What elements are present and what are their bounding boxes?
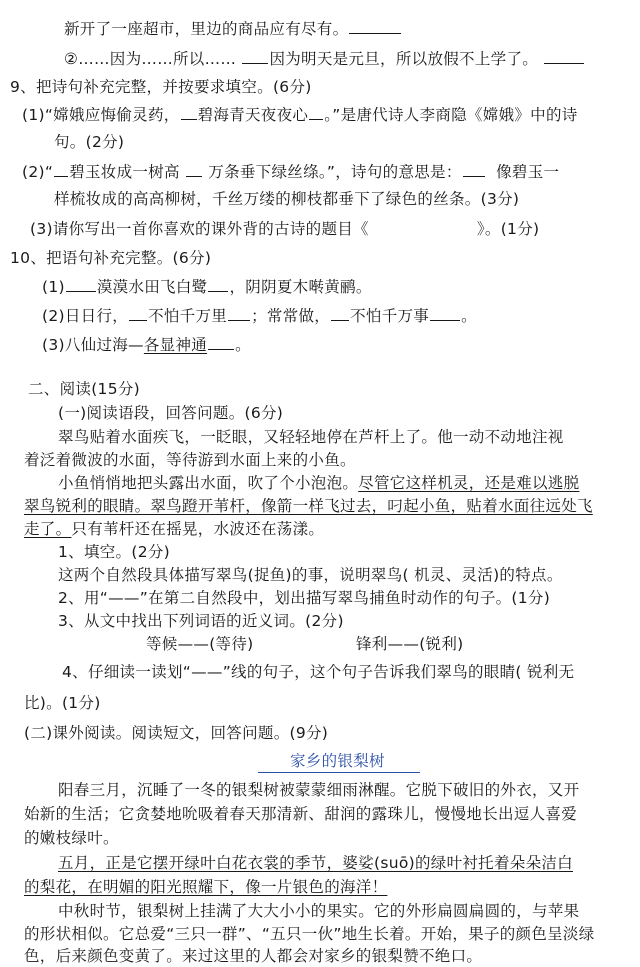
- passage-line: 着泛着微波的水面，等待游到水面上来的小鱼。: [24, 451, 356, 469]
- answer-blank[interactable]: [66, 277, 96, 292]
- answer-blank[interactable]: [544, 49, 584, 64]
- question-heading: 10、把语句补充完整。(6分): [10, 249, 212, 267]
- fill-line: (2)日日行， 不怕千万里 ；常常做， 不怕千万事 。: [42, 307, 477, 325]
- underlined-sentence: 走了。: [24, 520, 72, 538]
- question-line: 1、填空。(2分): [58, 543, 171, 561]
- passage-line: 阳春三月，沉睡了一冬的银梨树被蒙蒙细雨淋醒。它脱下破旧的外衣，又开: [58, 781, 580, 799]
- answer-blank[interactable]: [129, 306, 147, 321]
- filled-answer: 漠漠水田飞白鹭: [96, 278, 208, 296]
- passage-line: 的嫩枝绿叶。: [24, 829, 119, 847]
- fill-line: (1) 漠漠水田飞白鹭 ，阴阴夏木啭黄鹂。: [42, 278, 372, 296]
- filled-answer: 不怕千万事: [350, 307, 430, 325]
- filled-answer: 各显神通: [143, 336, 208, 354]
- section-heading: (二)课外阅读。阅读短文，回答问题。(9分): [24, 724, 329, 742]
- passage-line: 始新的生活；它贪婪地吮吸着春天那清新、甜润的露珠儿，慢慢地长出逗人喜爱: [24, 805, 578, 823]
- answer-blank[interactable]: [430, 306, 460, 321]
- synonym-answer: 锋利——(锐利): [356, 635, 464, 653]
- subsection-heading: (一)阅读语段，回答问题。(6分): [58, 404, 284, 422]
- underlined-sentence: 尽管它这样机灵，还是难以逃脱: [358, 474, 580, 492]
- section-heading: 二、阅读(15分): [28, 380, 141, 398]
- underlined-sentence: 翠鸟锐利的眼睛。翠鸟蹬开苇杆，像箭一样飞过去，叼起小鱼，贴着水面往远处飞: [24, 497, 593, 515]
- passage-line: [58, 852, 573, 874]
- question-line: 比)。(1分): [24, 694, 101, 712]
- question-line: 2、用“——”在第二自然段中，划出描写翠鸟捕鱼时动作的句子。(1分): [58, 589, 551, 607]
- question-line: 这两个自然段具体描写翠鸟(捉鱼)的事，说明翠鸟( 机灵、灵活)的特点。: [58, 566, 563, 584]
- poem-line: (1)“嫦娥应悔偷灵药， 碧海青天夜夜心 。”是唐代诗人李商隐《嫦娥》中的诗: [22, 106, 578, 124]
- passage-line: 翠鸟贴着水面疾飞，一眨眼，又轻轻地停在芦杆上了。他一动不动地注视: [58, 428, 564, 446]
- synonym-answer: 等候——(等待): [146, 635, 254, 653]
- passage-title: 家乡的银梨树: [290, 752, 385, 770]
- sentence-line: ②……因为……所以…… 因为明天是元旦，所以放假不上学了。: [64, 48, 585, 70]
- passage-line: 的形状相似。它总爱“三只一群”、“五只一伙”地生长着。开始，果子的颜色呈淡绿: [24, 925, 595, 943]
- question-line: 4、仔细读一读划“——”线的句子，这个句子告诉我们翠鸟的眼睛( 锐利无: [62, 663, 575, 681]
- answer-blank[interactable]: [208, 335, 234, 350]
- answer-blank[interactable]: [242, 49, 268, 64]
- passage-line: [24, 495, 593, 517]
- answer-blank[interactable]: [309, 105, 323, 120]
- question-line: 3、从文中找出下列词语的近义词。(2分): [58, 612, 344, 630]
- text-line: 句。(2分): [54, 133, 125, 151]
- passage-line: [24, 876, 387, 898]
- poem-line: (2)“ 碧玉妆成一树高 万条垂下绿丝绦。”，诗句的意思是： 像碧玉一: [22, 163, 560, 181]
- sentence-line: 新开了一座超市，里边的商品应有尽有。: [64, 18, 402, 40]
- answer-blank[interactable]: [349, 19, 401, 34]
- answer-blank[interactable]: [208, 277, 228, 292]
- answer-blank[interactable]: [463, 162, 485, 177]
- filled-answer: 不怕千万里: [148, 307, 228, 325]
- question-heading: 9、把诗句补充完整，并按要求填空。(6分): [10, 78, 312, 96]
- fill-line: (3)八仙过海—各显神通 。: [42, 336, 251, 354]
- underlined-sentence: 五月，正是它摆开绿叶白花衣裳的季节，婆娑(suō)的绿叶衬托着朵朵洁白: [58, 854, 573, 872]
- answer-blank[interactable]: [228, 306, 250, 321]
- answer-blank[interactable]: [181, 105, 197, 120]
- title-underline: [258, 772, 420, 773]
- filled-answer: 碧玉妆成一树高: [69, 163, 180, 181]
- filled-answer: 碧海青天夜夜心: [197, 106, 309, 124]
- passage-line: 走了。只有苇杆还在摇晃，水波还在荡漾。: [24, 520, 325, 538]
- passage-line: 色，后来颜色变黄了。来过这里的人都会对家乡的银梨赞不绝口。: [24, 947, 483, 965]
- underlined-sentence: 的梨花，在明媚的阳光照耀下，像一片银色的海洋！: [24, 878, 388, 896]
- text-line: 样梳妆成的高高柳树，千丝万缕的柳枝都垂下了绿色的丝条。(3分): [54, 190, 520, 208]
- question-line: (3)请你写出一首你喜欢的课外背的古诗的题目《 》。(1分): [30, 220, 540, 238]
- answer-blank[interactable]: [186, 162, 202, 177]
- passage-line: 中秋时节，银梨树上挂满了大大小小的果实。它的外形扁圆扁圆的，与苹果: [58, 902, 580, 920]
- passage-line: 小鱼悄悄地把头露出水面，吹了个小泡泡。尽管它这样机灵，还是难以逃脱: [58, 474, 580, 492]
- answer-blank[interactable]: [331, 306, 349, 321]
- answer-blank[interactable]: [54, 162, 68, 177]
